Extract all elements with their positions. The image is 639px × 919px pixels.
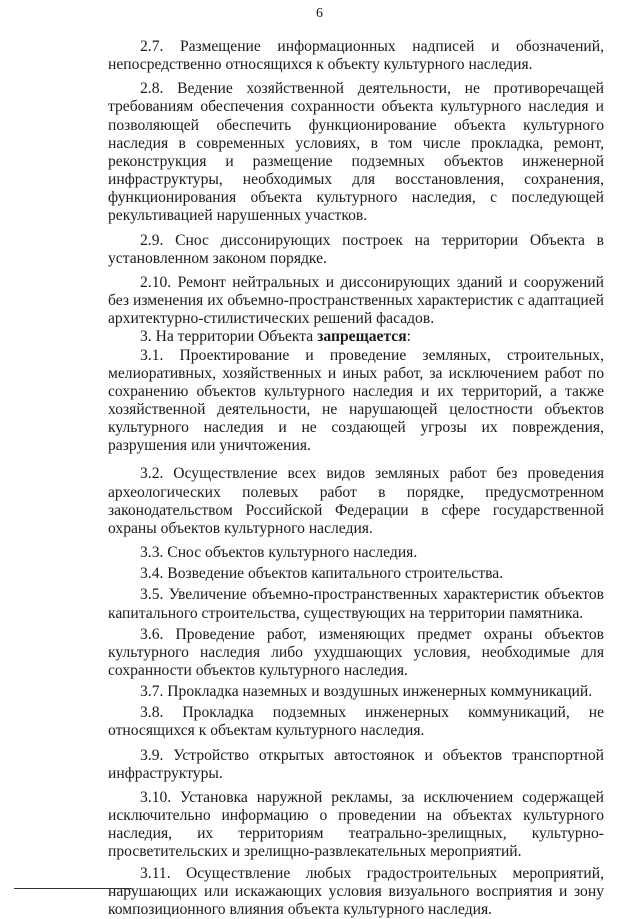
paragraph-2-10: 2.10. Ремонт нейтральных и диссонирующих зданий и сооружений без изменения их объемно-пространственных характеристик с адаптацией архитектурно-стилистических решений фасадов.: [108, 273, 604, 328]
paragraph-3-10: 3.10. Установка наружной рекламы, за исключением содержащей исключительно информацию о проведении на объектах культурного наследия, их территориям театрально-зрелищных, культурно-просветительских и зрелищно-развлекательных мероприятий.: [108, 788, 604, 861]
paragraph-3-3: 3.3. Снос объектов культурного наследия.: [140, 544, 418, 562]
paragraph-3-9: 3.9. Устройство открытых автостоянок и объектов транспортной инфраструктуры.: [108, 746, 604, 782]
paragraph-3-6: 3.6. Проведение работ, изменяющих предмет охраны объектов культурного наследия либо ухудшающих условия, необходимые для сохранности объектов культурного наследия.: [108, 625, 604, 679]
paragraph-3-7: 3.7. Прокладка наземных и воздушных инженерных коммуникаций.: [140, 683, 593, 701]
paragraph-3-5: 3.5. Увеличение объемно-пространственных характеристик объектов капитального строительства, существующих на территории памятника.: [108, 586, 604, 622]
paragraph-2-7: 2.7. Размещение информационных надписей и обозначений, непосредственно относящихся к объекту культурного наследия.: [108, 38, 604, 74]
paragraph-3-heading-text: 3. На территории Объекта: [140, 328, 318, 346]
paragraph-3-8: 3.8. Прокладка подземных инженерных коммуникаций, не относящихся к объектам культурного наследия.: [108, 704, 604, 740]
page-number: 6: [316, 6, 323, 21]
paragraph-2-8: 2.8. Ведение хозяйственной деятельности, не противоречащей требованиям обеспечения сохранности объекта культурного наследия и позволяющей обеспечить функционирование объекта культурного наследия в современных условиях, в том числе прокладка, ремонт, реконструкция и размещение подземных объектов инженерной инфраструктуры, необходимых для восстановления, сохранения, функционирования объекта культурного наследия, с последующей рекультивацией нарушенных участков.: [108, 80, 604, 225]
paragraph-3-2: 3.2. Осуществление всех видов земляных работ без проведения археологических полевых работ в порядке, предусмотренном законодательством Российской Федерации в сфере государственной охраны объектов культурного наследия.: [108, 465, 604, 537]
paragraph-3-11: 3.11. Осуществление любых градостроительных мероприятий, нарушающих или искажающих условия визуального восприятия и зону композиционного влияния объекта культурного наследия.: [108, 864, 604, 918]
paragraph-3-heading: [108, 328, 604, 346]
footnote-divider: [14, 888, 132, 889]
paragraph-2-9: 2.9. Снос диссонирующих построек на территории Объекта в установленном законом порядке.: [108, 231, 604, 267]
paragraph-3-1: 3.1. Проектирование и проведение земляных, строительных, мелиоративных, хозяйственных и иных работ, за исключением работ по сохранению объектов культурного наследия и их территорий, а также хозяйственной деятельности, не нарушающей целостности объектов культурного наследия и не создающей угрозы их повреждения, разрушения или уничтожения.: [108, 346, 604, 455]
paragraph-3-heading-tail: :: [406, 328, 412, 346]
paragraph-3-heading-emphasis: запрещается: [317, 328, 407, 346]
paragraph-3-4: 3.4. Возведение объектов капитального строительства.: [140, 565, 504, 583]
document-body: [108, 38, 604, 919]
